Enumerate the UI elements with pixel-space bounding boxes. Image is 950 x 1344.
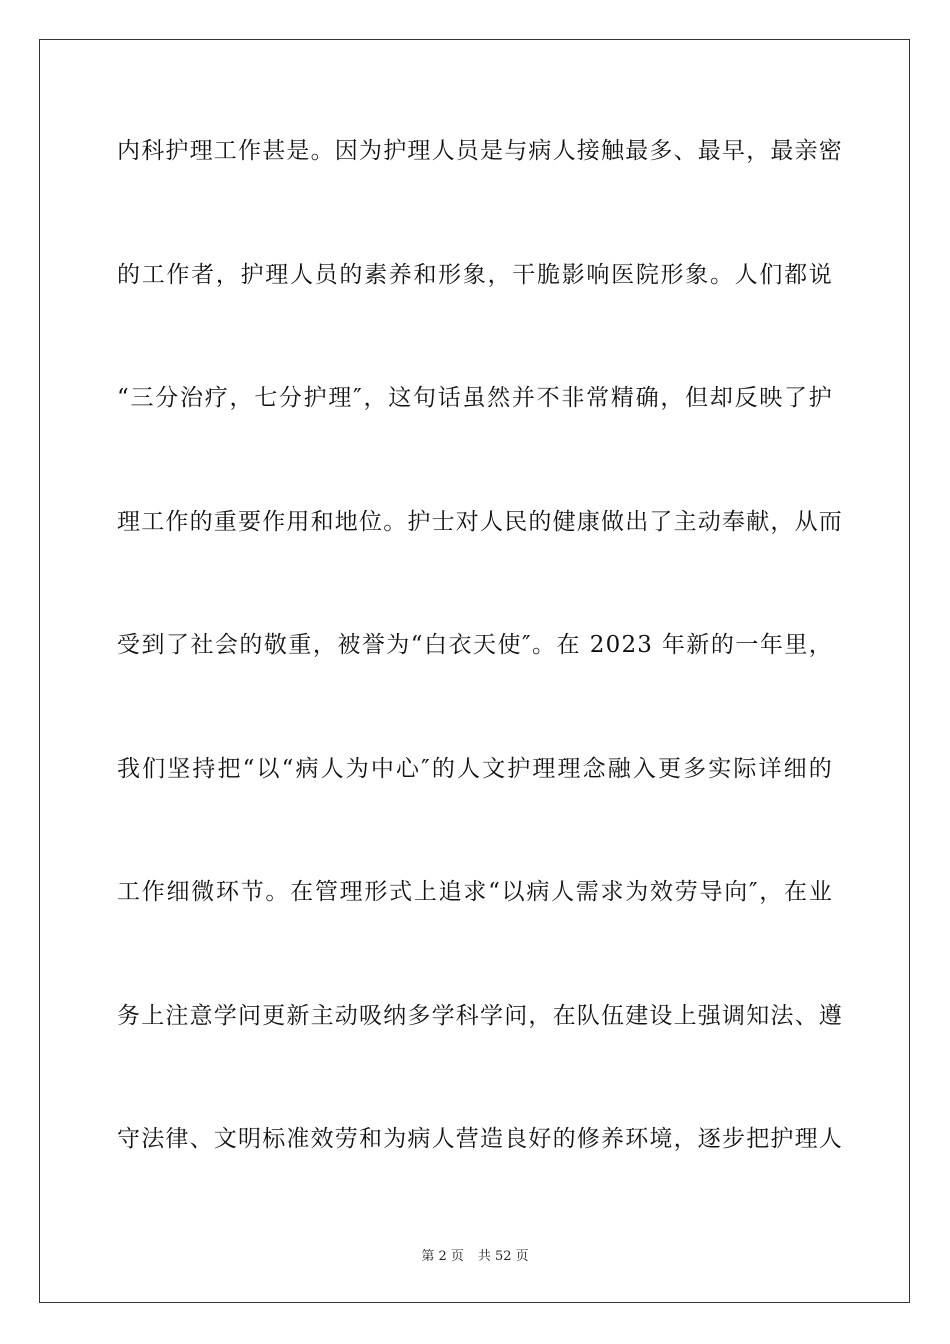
text-line: 我们坚持把“以“病人为中心″的人文护理理念融入更多实际详细的 <box>117 755 833 782</box>
page-footer <box>0 1248 950 1266</box>
page-number: 第 2 页 <box>421 1249 464 1264</box>
page-total: 共 52 页 <box>477 1249 529 1264</box>
text-line: 务上注意学问更新主动吸纳多学科学问，在队伍建设上强调知法、遵 <box>117 1002 843 1029</box>
text-line: 内科护理工作甚是。因为护理人员是与病人接触最多、最早，最亲密 <box>117 138 843 164</box>
text-line: 受到了社会的敬重，被誉为“白衣天使″。在 2023 年新的一年里， <box>117 632 833 658</box>
text-line: 的工作者，护理人员的素养和形象，干脆影响医院形象。人们都说 <box>117 261 833 288</box>
body-text <box>117 128 843 1240</box>
text-line: 守法律、文明标准效劳和为病人营造良好的修养环境，逐步把护理人 <box>117 1126 843 1152</box>
text-line: “三分治疗，七分护理″，这句话虽然并不非常精确，但却反映了护 <box>117 385 833 411</box>
text-line: 理工作的重要作用和地位。护士对人民的健康做出了主动奉献，从而 <box>117 508 843 535</box>
text-line: 工作细微环节。在管理形式上追求“以病人需求为效劳导向″，在业 <box>117 879 833 905</box>
